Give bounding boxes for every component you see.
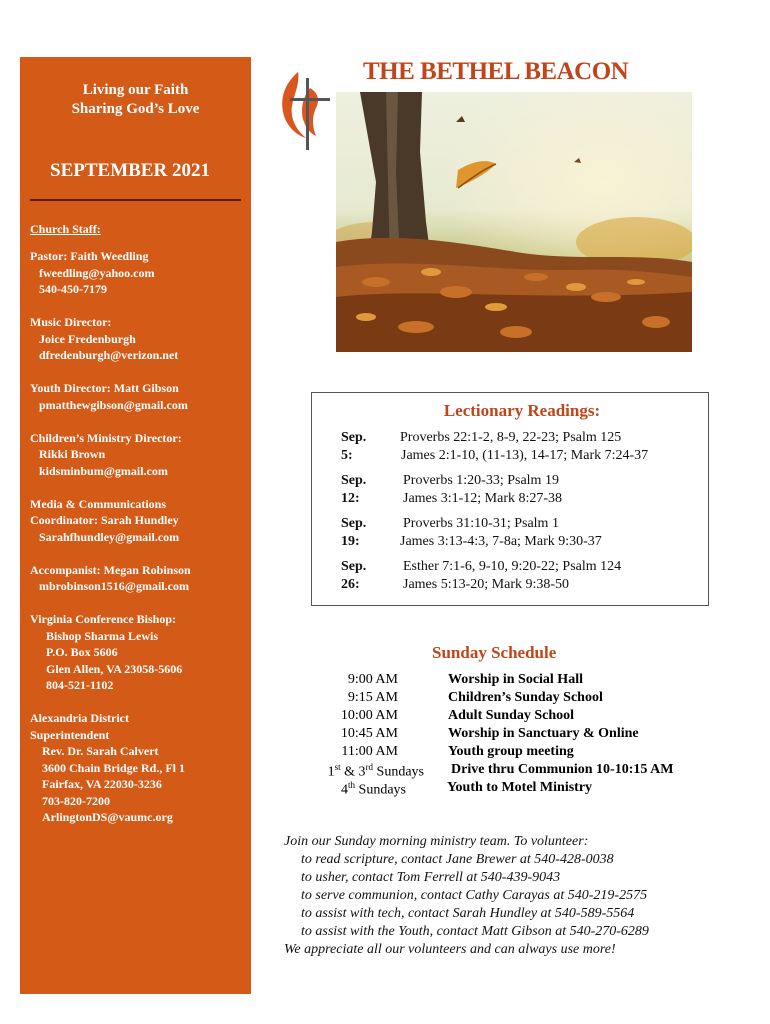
media-title-2: Coordinator: Sarah Hundley xyxy=(30,513,179,527)
pastor-phone: 540-450-7179 xyxy=(39,282,107,296)
accompanist-email: mbrobinson1516@gmail.com xyxy=(39,579,189,593)
bishop-title: Virginia Conference Bishop: xyxy=(30,612,176,626)
schedule-activity: Drive thru Communion 10-10:15 AM xyxy=(451,762,674,777)
schedule-row xyxy=(0,780,770,798)
sidebar-divider xyxy=(30,199,241,201)
children-title: Children’s Ministry Director: xyxy=(30,430,182,445)
schedule-activity: Worship in Social Hall xyxy=(448,672,583,687)
volunteer-line: to serve communion, contact Cathy Carayas at 540-219-2575 xyxy=(301,888,648,903)
schedule-activity: Youth to Motel Ministry xyxy=(447,780,593,795)
schedule-time: 9:00 AM xyxy=(347,672,398,687)
schedule-time: 1st & 3rd Sundays xyxy=(327,762,424,780)
reading-line-1: Proverbs 31:10-31; Psalm 1 xyxy=(403,516,559,531)
volunteer-line: to usher, contact Tom Ferrell at 540-439-9043 xyxy=(301,870,561,885)
volunteer-line: to read scripture, contact Jane Brewer at 540-428-0038 xyxy=(301,852,614,867)
reading-date: Sep. 26: xyxy=(341,559,367,592)
schedule-activity: Adult Sunday School xyxy=(448,708,575,723)
reading-line-2: James 3:1-12; Mark 8:27-38 xyxy=(403,491,563,506)
pastor-email: fweedling@yahoo.com xyxy=(39,265,155,280)
music-title: Music Director: xyxy=(30,315,112,329)
schedule-row xyxy=(0,744,770,762)
schedule-time: 9:15 AM xyxy=(347,690,398,705)
volunteer-line: to assist with the Youth, contact Matt Gibson at 540-270-6289 xyxy=(301,924,649,939)
cross-and-flame-icon xyxy=(276,68,336,152)
schedule-activity: Worship in Sanctuary & Online xyxy=(448,726,639,741)
bishop-box: P.O. Box 5606 xyxy=(46,645,118,659)
reading-line-2: James 2:1-10, (11-13), 14-17; Mark 7:24-37 xyxy=(401,448,649,463)
staff-heading: Church Staff: xyxy=(30,222,101,236)
lectionary-box xyxy=(311,392,709,606)
schedule-row xyxy=(0,708,770,726)
reading-line-1: Proverbs 1:20-33; Psalm 19 xyxy=(403,473,559,488)
reading-date: Sep. 19: xyxy=(341,516,367,549)
youth-title: Youth Director: Matt Gibson xyxy=(30,381,179,395)
district-title: Alexandria District xyxy=(30,711,129,725)
district-phone: 703-820-7200 xyxy=(42,793,110,808)
bishop-city: Glen Allen, VA 23058-5606 xyxy=(46,661,183,676)
reading-date: Sep. 5: xyxy=(341,430,367,463)
sidebar xyxy=(20,57,251,994)
accompanist-title: Accompanist: Megan Robinson xyxy=(30,562,191,577)
schedule-time: 10:00 AM xyxy=(340,708,398,723)
children-name: Rikki Brown xyxy=(39,447,106,461)
volunteer-notice xyxy=(284,833,649,959)
autumn-leaves-photo xyxy=(336,92,692,352)
schedule-row xyxy=(0,762,770,780)
lectionary-title: Lectionary Readings: xyxy=(443,401,601,420)
district-title-2: Superintendent xyxy=(30,727,110,742)
reading-date: Sep. 12: xyxy=(341,473,367,506)
schedule-time: 10:45 AM xyxy=(340,726,398,741)
media-email: Sarahfhundley@gmail.com xyxy=(39,529,180,544)
volunteer-intro: Join our Sunday morning ministry team. To volunteer: xyxy=(284,834,589,849)
issue-month: SEPTEMBER 2021 xyxy=(50,160,210,181)
sunday-schedule-title: Sunday Schedule xyxy=(432,643,557,662)
schedule-activity: Children’s Sunday School xyxy=(448,690,603,705)
children-email: kidsminbum@gmail.com xyxy=(39,463,168,478)
schedule-row xyxy=(0,726,770,744)
bishop-name: Bishop Sharma Lewis xyxy=(46,628,159,643)
schedule-time: 4th Sundays xyxy=(341,780,406,798)
music-email: dfredenburgh@verizon.net xyxy=(39,348,179,362)
schedule-row xyxy=(0,690,770,708)
district-name: Rev. Dr. Sarah Calvert xyxy=(42,744,159,758)
newsletter-title: THE BETHEL BEACON xyxy=(363,58,629,85)
volunteer-line: to assist with tech, contact Sarah Hundley at 540-589-5564 xyxy=(301,906,635,921)
schedule-row xyxy=(0,672,770,690)
district-address: 3600 Chain Bridge Rd., Fl 1 xyxy=(42,760,186,775)
tagline xyxy=(20,81,251,119)
sunday-schedule xyxy=(0,672,770,802)
reading-line-2: James 5:13-20; Mark 9:38-50 xyxy=(403,577,570,592)
district-city: Fairfax, VA 22030-3236 xyxy=(42,777,162,791)
youth-email: pmatthewgibson@gmail.com xyxy=(39,397,188,412)
tagline-line-1: Living our Faith xyxy=(82,82,189,98)
volunteer-closing: We appreciate all our volunteers and can always use more! xyxy=(284,942,616,957)
music-name: Joice Fredenburgh xyxy=(39,331,136,346)
media-title: Media & Communications xyxy=(30,496,166,511)
district-email: ArlingtonDS@vaumc.org xyxy=(42,810,173,824)
reading-line-1: Proverbs 22:1-2, 8-9, 22-23; Psalm 125 xyxy=(400,430,622,445)
pastor-title: Pastor: Faith Weedling xyxy=(30,249,149,263)
bishop-phone: 804-521-1102 xyxy=(46,678,114,692)
reading-line-1: Esther 7:1-6, 9-10, 9:20-22; Psalm 124 xyxy=(403,559,622,574)
reading-line-2: James 3:13-4:3, 7-8a; Mark 9:30-37 xyxy=(400,534,602,549)
tagline-line-2: Sharing God’s Love xyxy=(71,101,200,117)
schedule-time: 11:00 AM xyxy=(341,744,398,759)
schedule-activity: Youth group meeting xyxy=(448,744,574,759)
